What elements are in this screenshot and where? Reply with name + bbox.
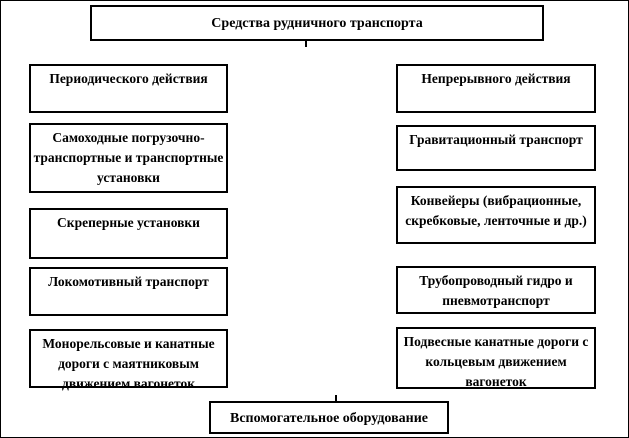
box-conveyors: Конвейеры (вибрационные, скребковые, ленточные и др.): [396, 186, 596, 244]
box-suspended-cable-roads-circular: Подвесные канатные дороги с кольцевым движением вагонеток: [396, 327, 596, 389]
box-gravity-transport: Гравитационный транспорт: [396, 125, 596, 171]
box-periodic-action: Периодического действия: [29, 64, 228, 113]
box-auxiliary-equipment: Вспомогательное оборудование: [209, 401, 449, 434]
box-monorail-cable-roads-pendulum: Монорельсовые и канатные дороги с маятниковым движением вагонеток: [29, 329, 228, 388]
connector-stub-root: [305, 41, 307, 47]
box-means-of-mine-transport: Средства рудничного транспорта: [90, 5, 544, 41]
box-self-propelled-loading-transport-units: Самоходные погрузочно-транспортные и транспортные установки: [29, 123, 228, 193]
box-locomotive-transport: Локомотивный транспорт: [29, 267, 228, 316]
box-continuous-action: Непрерывного действия: [396, 64, 596, 113]
box-pipeline-hydro-pneumo-transport: Трубопроводный гидро и пневмотранспорт: [396, 266, 596, 314]
box-scraper-units: Скреперные установки: [29, 208, 228, 259]
